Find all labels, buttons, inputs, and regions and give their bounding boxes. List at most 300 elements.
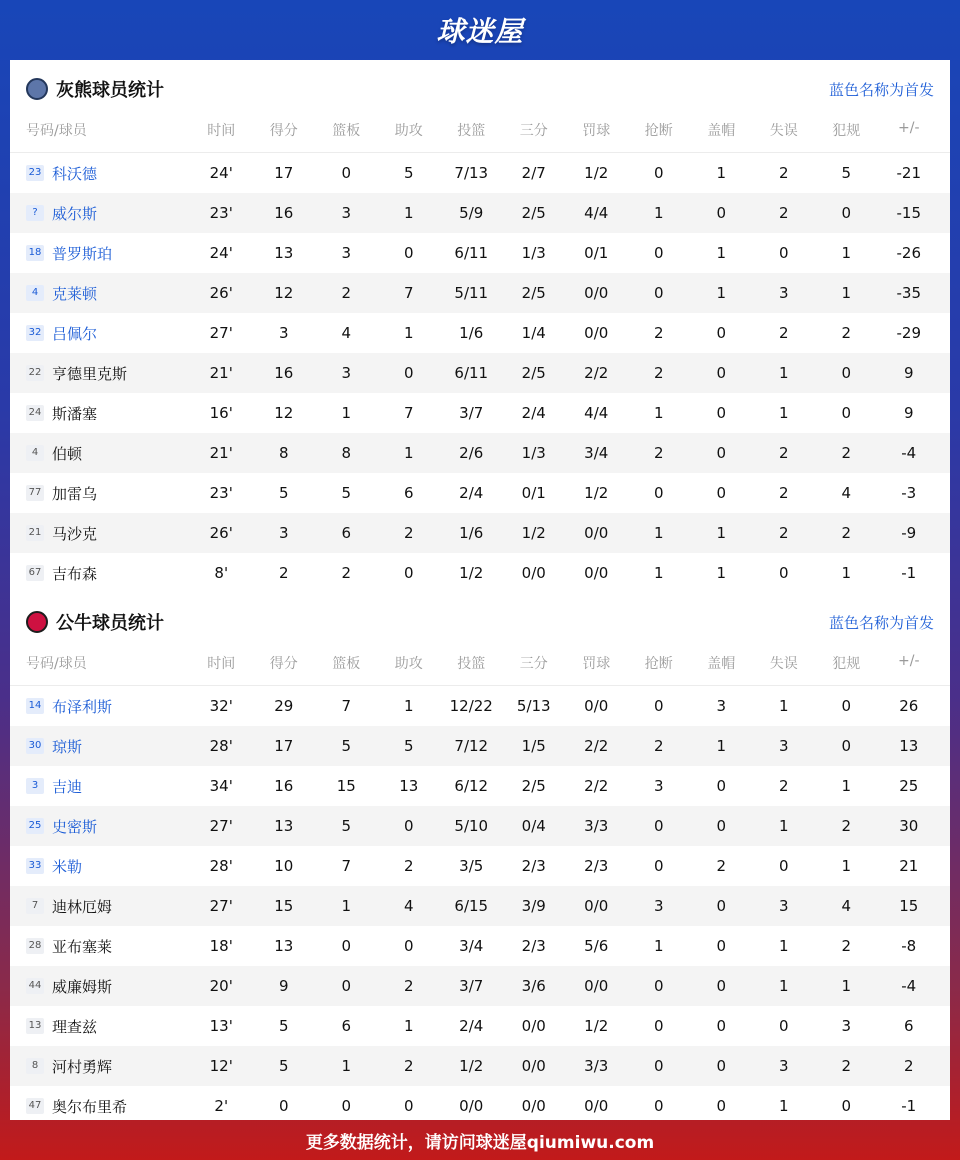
team-title xyxy=(26,76,164,102)
stat-cell: 0/0 xyxy=(584,284,609,302)
stat-cell: 1 xyxy=(778,1097,789,1115)
stat-cell: 6/15 xyxy=(454,897,489,915)
stat-cell: 2 xyxy=(778,324,789,342)
stat-cell: -29 xyxy=(896,324,921,342)
team-section xyxy=(10,593,950,1126)
jersey-number-badge: 25 xyxy=(26,818,44,834)
stat-cell: 6/12 xyxy=(454,777,489,795)
stat-cell: 13 xyxy=(274,244,294,262)
stat-cell: 1 xyxy=(778,817,789,835)
stat-cell: -21 xyxy=(896,164,921,182)
jersey-number-badge: 7 xyxy=(26,898,44,914)
stat-cell: 3 xyxy=(778,284,789,302)
stat-cell: 2 xyxy=(778,204,789,222)
stat-cell: 21 xyxy=(899,857,919,875)
starter-legend-note: 蓝色名称为首发 xyxy=(828,80,934,99)
stat-cell: 1/2 xyxy=(584,484,609,502)
stat-cell: 3/6 xyxy=(521,977,546,995)
stat-cell: 1 xyxy=(841,564,852,582)
stat-cell: 2/2 xyxy=(584,364,609,382)
stat-cell: 2 xyxy=(841,444,852,462)
stat-cell: 2 xyxy=(778,444,789,462)
table-row[interactable] xyxy=(10,766,950,806)
table-row[interactable] xyxy=(10,553,950,593)
stat-cell: 0 xyxy=(716,817,727,835)
stat-cell: 5 xyxy=(341,817,352,835)
stat-cell: 6 xyxy=(341,1017,352,1035)
stat-cell: 3 xyxy=(653,777,664,795)
stat-cell: 27' xyxy=(209,817,233,835)
table-row[interactable] xyxy=(10,473,950,513)
table-row[interactable] xyxy=(10,966,950,1006)
stat-cell: 0 xyxy=(653,1017,664,1035)
table-row[interactable] xyxy=(10,393,950,433)
stat-cell: 21' xyxy=(209,364,233,382)
stat-cell: 27' xyxy=(209,897,233,915)
player-name-link[interactable]: 琼斯 xyxy=(52,737,83,756)
player-cell xyxy=(10,896,190,917)
stat-cell: 0 xyxy=(716,404,727,422)
starter-legend-note: 蓝色名称为首发 xyxy=(828,613,934,632)
player-cell xyxy=(10,283,190,304)
player-name-link[interactable]: 吉迪 xyxy=(52,777,83,796)
stat-cell: 0 xyxy=(841,204,852,222)
stat-cell: 25 xyxy=(899,777,919,795)
stat-cell: 6 xyxy=(341,524,352,542)
jersey-number-badge: 23 xyxy=(26,165,44,181)
table-row[interactable] xyxy=(10,886,950,926)
stat-cell: 5 xyxy=(403,737,414,755)
stat-cell: 2 xyxy=(716,857,727,875)
stat-cell: 1/2 xyxy=(584,1017,609,1035)
stat-cell: 21' xyxy=(209,444,233,462)
player-name-link[interactable]: 马沙克 xyxy=(52,524,98,543)
jersey-number-badge: 14 xyxy=(26,698,44,714)
stat-cell: 0 xyxy=(653,164,664,182)
stat-cell: 0 xyxy=(341,164,352,182)
stat-cell: 0/0 xyxy=(459,1097,484,1115)
stat-cell: 16' xyxy=(209,404,233,422)
column-header: 时间 xyxy=(207,123,236,139)
stat-cell: 28' xyxy=(209,857,233,875)
column-header: 助攻 xyxy=(394,123,423,139)
stat-cell: 3/4 xyxy=(459,937,484,955)
stat-cell: 4/4 xyxy=(584,204,609,222)
stat-cell: 3/4 xyxy=(584,444,609,462)
stat-cell: 18' xyxy=(209,937,233,955)
stat-cell: 2/3 xyxy=(521,937,546,955)
table-row[interactable] xyxy=(10,433,950,473)
stat-cell: 0/0 xyxy=(584,524,609,542)
stat-cell: 0 xyxy=(716,484,727,502)
stat-cell: 13 xyxy=(899,737,919,755)
stat-cell: 3 xyxy=(278,524,289,542)
player-cell xyxy=(10,1056,190,1077)
player-name-link[interactable]: 亨德里克斯 xyxy=(52,364,128,383)
stat-cell: 34' xyxy=(209,777,233,795)
stat-cell: 13' xyxy=(209,1017,233,1035)
stat-cell: 13 xyxy=(399,777,419,795)
stat-cell: -3 xyxy=(901,484,917,502)
stat-cell: 7 xyxy=(403,404,414,422)
stat-cell: 1 xyxy=(341,404,352,422)
stat-cell: 0 xyxy=(403,564,414,582)
player-cell xyxy=(10,1016,190,1037)
stat-cell: 0 xyxy=(778,857,789,875)
stat-cell: 2 xyxy=(403,857,414,875)
stat-cell: 3/3 xyxy=(584,817,609,835)
stat-cell: 1 xyxy=(653,564,664,582)
column-header: 抢断 xyxy=(644,123,673,139)
stat-cell: 3 xyxy=(278,324,289,342)
stat-cell: 2/4 xyxy=(459,1017,484,1035)
stat-cell: 2/2 xyxy=(584,777,609,795)
column-header: +/- xyxy=(898,653,920,669)
stat-cell: 16 xyxy=(274,777,294,795)
stat-cell: 1 xyxy=(716,524,727,542)
stat-cell: 3/7 xyxy=(459,404,484,422)
column-header: 盖帽 xyxy=(707,123,736,139)
stat-cell: 32' xyxy=(209,697,233,715)
stat-cell: -35 xyxy=(896,284,921,302)
jersey-number-badge: 32 xyxy=(26,325,44,341)
stat-cell: 7/13 xyxy=(454,164,489,182)
stat-cell: 1 xyxy=(778,977,789,995)
table-row[interactable] xyxy=(10,313,950,353)
stat-cell: 3/3 xyxy=(584,1057,609,1075)
stat-cell: 2 xyxy=(403,524,414,542)
table-row[interactable] xyxy=(10,513,950,553)
stat-cell: 27' xyxy=(209,324,233,342)
stat-cell: 2 xyxy=(278,564,289,582)
player-name-link[interactable]: 普罗斯珀 xyxy=(52,244,113,263)
stat-cell: 3/7 xyxy=(459,977,484,995)
column-header: 助攻 xyxy=(394,656,423,672)
stat-cell: 12/22 xyxy=(449,697,493,715)
jersey-number-badge: 77 xyxy=(26,485,44,501)
player-cell xyxy=(10,696,190,717)
stat-cell: 0/1 xyxy=(521,484,546,502)
stats-card xyxy=(10,60,950,1120)
stat-cell: -26 xyxy=(896,244,921,262)
table-row[interactable] xyxy=(10,926,950,966)
stat-cell: 0 xyxy=(716,897,727,915)
player-name-link[interactable]: 斯潘塞 xyxy=(52,404,98,423)
grizzlies-logo-icon xyxy=(26,78,48,100)
stat-cell: 2/7 xyxy=(521,164,546,182)
stat-cell: 2/2 xyxy=(584,737,609,755)
player-name-link[interactable]: 加雷乌 xyxy=(52,484,98,503)
stat-cell: 1/4 xyxy=(521,324,546,342)
stat-cell: 2 xyxy=(653,737,664,755)
stat-cell: 2 xyxy=(841,937,852,955)
player-cell xyxy=(10,936,190,957)
stat-cell: 0/0 xyxy=(584,977,609,995)
stat-cell: 0 xyxy=(716,777,727,795)
player-name-link[interactable]: 河村勇辉 xyxy=(52,1057,113,1076)
stat-cell: 0 xyxy=(716,204,727,222)
stat-cell: 0 xyxy=(841,737,852,755)
player-cell xyxy=(10,483,190,504)
player-cell xyxy=(10,776,190,797)
stat-cell: 1/5 xyxy=(521,737,546,755)
stat-cell: 1 xyxy=(653,204,664,222)
stat-cell: 16 xyxy=(274,364,294,382)
stat-cell: 2 xyxy=(403,1057,414,1075)
stat-cell: 8 xyxy=(278,444,289,462)
stat-cell: 2 xyxy=(341,564,352,582)
stat-cell: 1 xyxy=(403,204,414,222)
table-row[interactable] xyxy=(10,846,950,886)
stat-cell: 0 xyxy=(653,857,664,875)
jersey-number-badge: 24 xyxy=(26,405,44,421)
jersey-number-badge: 28 xyxy=(26,938,44,954)
player-cell xyxy=(10,443,190,464)
jersey-number-badge: ? xyxy=(26,205,44,221)
jersey-number-badge: 8 xyxy=(26,1058,44,1074)
stat-cell: 0 xyxy=(778,1017,789,1035)
stat-cell: 2/6 xyxy=(459,444,484,462)
stat-cell: 0 xyxy=(653,1097,664,1115)
stat-cell: 3 xyxy=(653,897,664,915)
stat-cell: 12 xyxy=(274,284,294,302)
stat-cell: 1 xyxy=(653,404,664,422)
column-header: 失误 xyxy=(769,656,798,672)
stat-cell: 5 xyxy=(278,1057,289,1075)
player-name-link[interactable]: 亚布塞莱 xyxy=(52,937,113,956)
stat-cell: 10 xyxy=(274,857,294,875)
player-name-link[interactable]: 科沃德 xyxy=(52,164,98,183)
stat-cell: 0/0 xyxy=(521,1097,546,1115)
jersey-number-badge: 3 xyxy=(26,778,44,794)
stat-cell: 16 xyxy=(274,204,294,222)
jersey-number-badge: 44 xyxy=(26,978,44,994)
player-name-link[interactable]: 史密斯 xyxy=(52,817,98,836)
stat-cell: 0 xyxy=(341,977,352,995)
stat-cell: 23' xyxy=(209,484,233,502)
stat-cell: 2 xyxy=(653,324,664,342)
player-name-link[interactable]: 理查兹 xyxy=(52,1017,98,1036)
stat-cell: 2 xyxy=(778,524,789,542)
player-name-link[interactable]: 布泽利斯 xyxy=(52,697,113,716)
column-header: +/- xyxy=(898,120,920,136)
stat-cell: 1/3 xyxy=(521,244,546,262)
stat-cell: 2 xyxy=(903,1057,914,1075)
stat-cell: 1 xyxy=(841,857,852,875)
stat-cell: 17 xyxy=(274,164,294,182)
stat-cell: 1/6 xyxy=(459,524,484,542)
player-name-link[interactable]: 吕佩尔 xyxy=(52,324,98,343)
stat-cell: 1/3 xyxy=(521,444,546,462)
stat-cell: 0 xyxy=(403,244,414,262)
stat-cell: 2 xyxy=(778,164,789,182)
stat-cell: -1 xyxy=(901,564,917,582)
column-header: 号码/球员 xyxy=(26,123,87,139)
stat-cell: 8' xyxy=(214,564,229,582)
stat-cell: 0 xyxy=(716,364,727,382)
stat-cell: 2' xyxy=(214,1097,229,1115)
stat-cell: 2 xyxy=(778,777,789,795)
stat-cell: 1/2 xyxy=(584,164,609,182)
player-name-link[interactable]: 威廉姆斯 xyxy=(52,977,113,996)
player-name-link[interactable]: 奥尔布里希 xyxy=(52,1097,128,1116)
stat-cell: 0/1 xyxy=(584,244,609,262)
stat-cell: 0 xyxy=(716,444,727,462)
stat-cell: 2/3 xyxy=(584,857,609,875)
player-name-link[interactable]: 克莱顿 xyxy=(52,284,98,303)
stat-cell: 0 xyxy=(653,977,664,995)
stat-cell: 26' xyxy=(209,284,233,302)
table-row[interactable] xyxy=(10,806,950,846)
stat-cell: 2 xyxy=(341,284,352,302)
column-header: 盖帽 xyxy=(707,656,736,672)
table-row[interactable] xyxy=(10,726,950,766)
player-name-link[interactable]: 伯顿 xyxy=(52,444,83,463)
stat-cell: 0/0 xyxy=(584,897,609,915)
player-cell xyxy=(10,736,190,757)
jersey-number-badge: 18 xyxy=(26,245,44,261)
team-title-text: 公牛球员统计 xyxy=(56,613,164,634)
stat-cell: 1 xyxy=(778,404,789,422)
column-header: 三分 xyxy=(519,123,548,139)
table-header-row xyxy=(10,651,950,686)
stat-cell: 1 xyxy=(778,697,789,715)
jersey-number-badge: 4 xyxy=(26,285,44,301)
stat-cell: 12' xyxy=(209,1057,233,1075)
stat-cell: 2 xyxy=(653,364,664,382)
stat-cell: 1 xyxy=(653,524,664,542)
app-header xyxy=(0,0,960,60)
column-header: 号码/球员 xyxy=(26,656,87,672)
table-row[interactable] xyxy=(10,353,950,393)
column-header: 三分 xyxy=(519,656,548,672)
stat-cell: 0 xyxy=(716,324,727,342)
column-header: 罚球 xyxy=(582,656,611,672)
stat-cell: -9 xyxy=(901,524,917,542)
table-row[interactable] xyxy=(10,686,950,726)
stat-cell: 1 xyxy=(841,244,852,262)
stat-cell: -4 xyxy=(901,977,917,995)
stat-cell: 1 xyxy=(778,937,789,955)
stat-cell: 0 xyxy=(716,977,727,995)
stat-cell: 0 xyxy=(341,937,352,955)
column-header: 罚球 xyxy=(582,123,611,139)
stat-cell: 4 xyxy=(403,897,414,915)
stat-cell: 3 xyxy=(778,737,789,755)
team-section-header xyxy=(10,593,950,651)
team-section xyxy=(10,60,950,593)
stat-cell: 24' xyxy=(209,164,233,182)
stat-cell: 2 xyxy=(841,817,852,835)
player-cell xyxy=(10,203,190,224)
stat-cell: 5 xyxy=(278,1017,289,1035)
stat-cell: 1 xyxy=(341,1057,352,1075)
table-header-row xyxy=(10,118,950,153)
stat-cell: 23' xyxy=(209,204,233,222)
player-cell xyxy=(10,563,190,584)
stat-cell: 6/11 xyxy=(454,364,489,382)
stat-cell: 1/6 xyxy=(459,324,484,342)
team-section-header xyxy=(10,60,950,118)
stat-cell: 5/9 xyxy=(459,204,484,222)
player-name-link[interactable]: 威尔斯 xyxy=(52,204,98,223)
footer-link-text[interactable]: 更多数据统计，请访问球迷屋qiumiwu.com xyxy=(305,1132,655,1153)
table-row[interactable] xyxy=(10,1046,950,1086)
column-header: 犯规 xyxy=(832,123,861,139)
footer-banner[interactable] xyxy=(0,1120,960,1160)
stat-cell: 9 xyxy=(903,364,914,382)
stat-cell: 13 xyxy=(274,817,294,835)
player-name-link[interactable]: 吉布森 xyxy=(52,564,98,583)
stat-cell: 9 xyxy=(278,977,289,995)
stat-cell: 26 xyxy=(899,697,919,715)
table-row[interactable] xyxy=(10,233,950,273)
table-row[interactable] xyxy=(10,193,950,233)
stat-cell: 0 xyxy=(716,937,727,955)
stat-cell: 2 xyxy=(653,444,664,462)
stat-cell: 2/5 xyxy=(521,777,546,795)
stat-cell: 0 xyxy=(716,1017,727,1035)
stat-cell: 13 xyxy=(274,937,294,955)
stat-cell: 0 xyxy=(403,817,414,835)
player-cell xyxy=(10,323,190,344)
stat-cell: -4 xyxy=(901,444,917,462)
jersey-number-badge: 22 xyxy=(26,365,44,381)
stat-cell: 0 xyxy=(841,697,852,715)
stat-cell: 15 xyxy=(274,897,294,915)
player-cell xyxy=(10,243,190,264)
table-row[interactable] xyxy=(10,273,950,313)
column-header: 犯规 xyxy=(832,656,861,672)
jersey-number-badge: 67 xyxy=(26,565,44,581)
stat-cell: 7 xyxy=(341,857,352,875)
player-name-link[interactable]: 米勒 xyxy=(52,857,83,876)
column-header: 得分 xyxy=(269,123,298,139)
stat-cell: 1 xyxy=(716,164,727,182)
stat-cell: 9 xyxy=(903,404,914,422)
jersey-number-badge: 13 xyxy=(26,1018,44,1034)
stat-cell: 1 xyxy=(716,244,727,262)
stat-cell: 28' xyxy=(209,737,233,755)
stat-cell: 29 xyxy=(274,697,294,715)
stat-cell: 5/6 xyxy=(584,937,609,955)
brand-logo[interactable]: 球迷屋 xyxy=(436,15,524,48)
table-row[interactable] xyxy=(10,1006,950,1046)
stat-cell: 12 xyxy=(274,404,294,422)
stat-cell: 1 xyxy=(716,564,727,582)
table-row[interactable] xyxy=(10,153,950,193)
stat-cell: 2 xyxy=(841,524,852,542)
stat-cell: 0 xyxy=(716,1097,727,1115)
column-header: 得分 xyxy=(269,656,298,672)
stat-cell: 0 xyxy=(716,1057,727,1075)
stat-cell: 20' xyxy=(209,977,233,995)
stat-cell: 0 xyxy=(653,284,664,302)
stat-cell: 3/5 xyxy=(459,857,484,875)
stat-cell: 3/9 xyxy=(521,897,546,915)
column-header: 投篮 xyxy=(457,656,486,672)
stat-cell: 2 xyxy=(841,1057,852,1075)
column-header: 篮板 xyxy=(332,123,361,139)
stat-cell: 2 xyxy=(841,324,852,342)
bulls-logo-icon xyxy=(26,611,48,633)
stat-cell: 7 xyxy=(341,697,352,715)
player-cell xyxy=(10,1096,190,1117)
stat-cell: 1 xyxy=(716,737,727,755)
stat-cell: 5 xyxy=(403,164,414,182)
player-name-link[interactable]: 迪林厄姆 xyxy=(52,897,113,916)
stat-cell: 0/0 xyxy=(521,564,546,582)
